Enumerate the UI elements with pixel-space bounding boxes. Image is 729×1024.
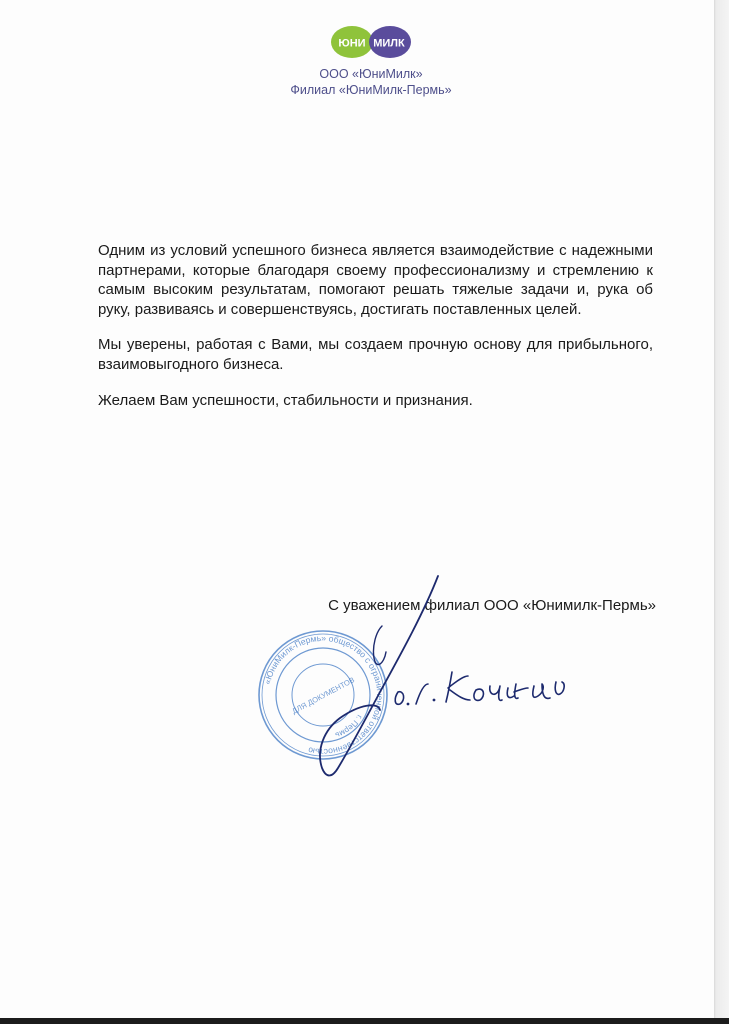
- paragraph-1: Одним из условий успешного бизнеса является взаимодействие с надежными партнерами, которые благодаря своему профессионализму и стремлению к самым высоким результатам, помогают решать тяжелые задачи и, рука об руку, развиваясь и совершенствуясь, достигать поставленных целей.: [98, 242, 653, 318]
- closing-line: С уважением филиал ООО «Юнимилк-Пермь»: [328, 597, 656, 614]
- logo-text-left: ЮНИ: [338, 37, 366, 50]
- scan-edge-right: [714, 0, 729, 1024]
- stamp-city-text: г. Пермь: [334, 713, 365, 740]
- branch-name: Филиал «ЮниМилк-Пермь»: [290, 83, 452, 97]
- paragraph-3: Желаем Вам успешности, стабильности и признания.: [98, 391, 473, 409]
- company-name: ООО «ЮниМилк»: [319, 67, 423, 81]
- signature-image: [252, 572, 582, 782]
- stamp-center-text: ДЛЯ ДОКУМЕНТОВ: [290, 675, 356, 716]
- scan-edge-bottom: [0, 1018, 729, 1024]
- logo-text-right: МИЛК: [373, 37, 405, 50]
- unimilk-logo: [330, 24, 412, 60]
- letter-body: [98, 241, 653, 426]
- letterhead-company: [240, 66, 502, 98]
- paragraph-2: Мы уверены, работая с Вами, мы создаем прочную основу для прибыльного, взаимовыгодного бизнеса.: [98, 336, 653, 373]
- stamp-outer-text: «ЮниМилк-Пермь» общество с ограниченной ответственностью: [262, 632, 386, 758]
